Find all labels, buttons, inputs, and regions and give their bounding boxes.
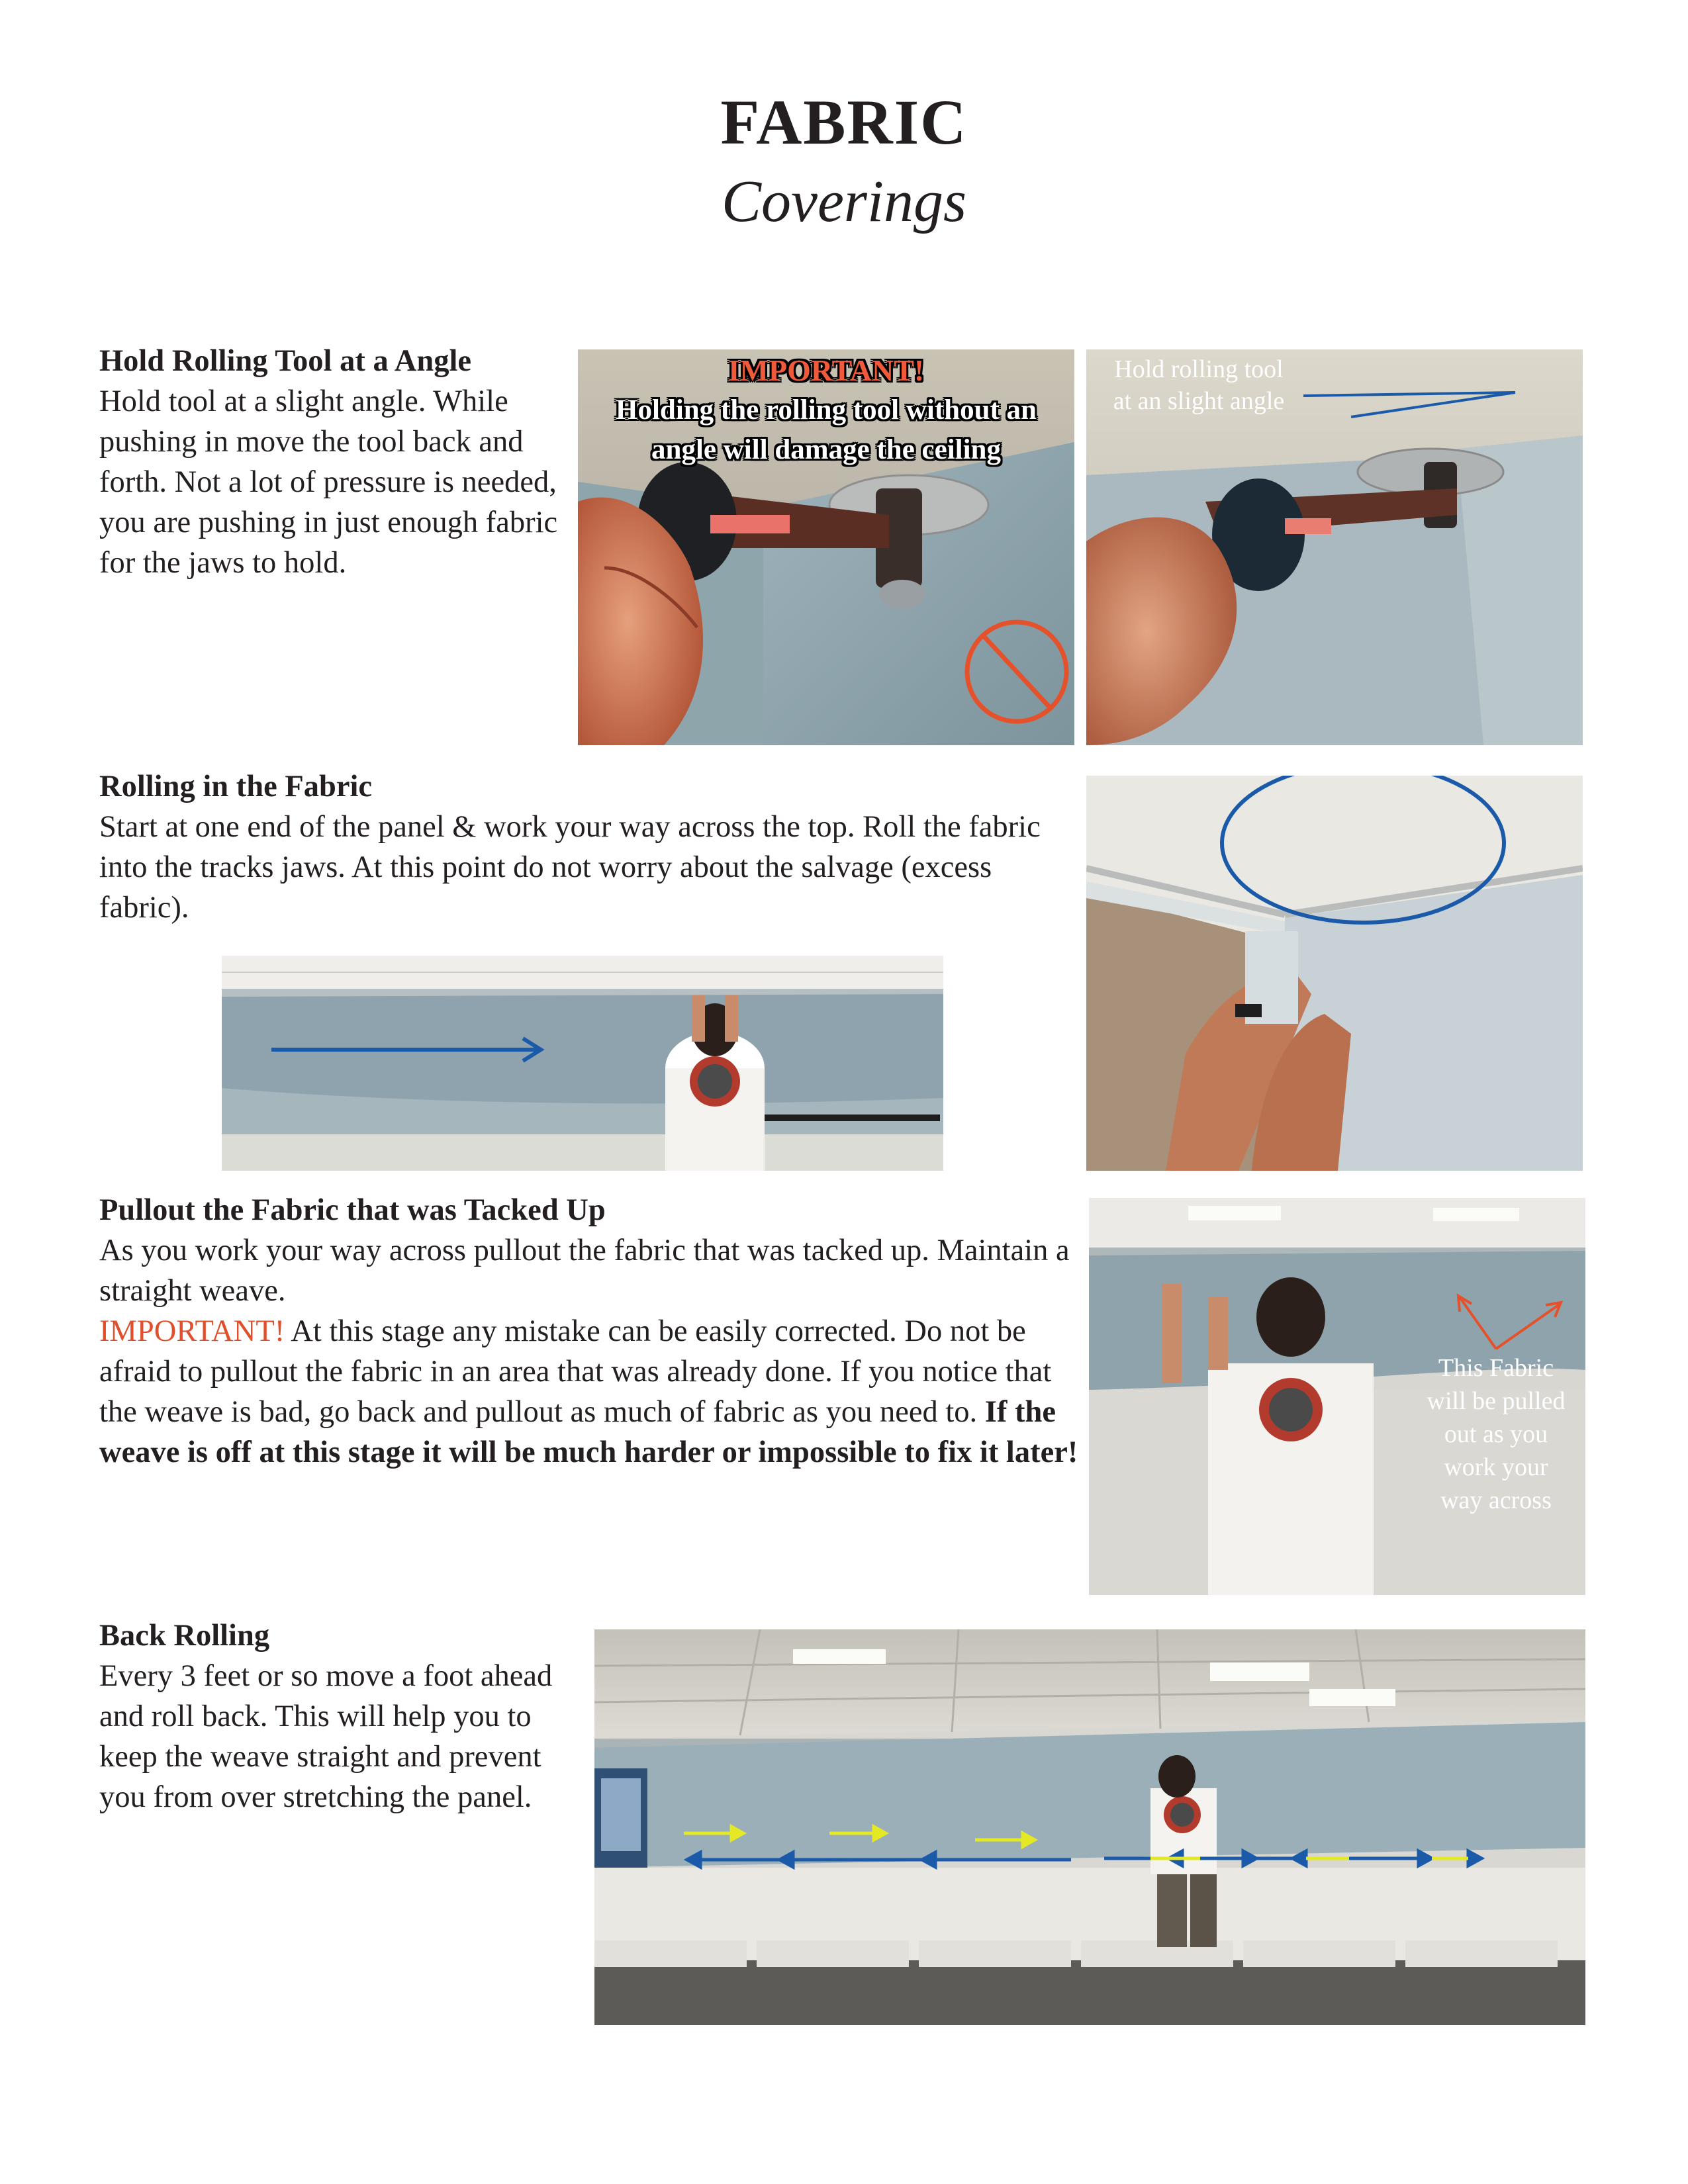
section-hold-body: Hold tool at a slight angle. While pushing in move the tool back and forth. Not a lot of pressure is needed, you are pushing in just enough fabric for the jaws to hold.: [99, 385, 558, 580]
section-back-rolling-heading: Back Rolling: [99, 1619, 270, 1653]
photo-right-angle: [1086, 349, 1583, 745]
section-hold-heading: Hold Rolling Tool at a Angle: [99, 344, 472, 378]
section-rolling: [99, 766, 1059, 928]
section-rolling-heading: Rolling in the Fabric: [99, 770, 373, 803]
section-pullout-heading: Pullout the Fabric that was Tacked Up: [99, 1193, 606, 1227]
photo-warning-line2: angle will damage the ceiling: [651, 434, 1001, 465]
photo-important-label: IMPORTANT!: [727, 353, 925, 387]
photo-pull-out-caption-line: will be pulled: [1427, 1387, 1566, 1415]
photo-pull-out-caption-line: out as you: [1444, 1420, 1548, 1448]
section-back-rolling: [99, 1615, 569, 1817]
photo-back-rolling: [594, 1629, 1585, 2025]
photo-back-rolling-image: [594, 1629, 1585, 2025]
photo-caption-line1: Hold rolling tool: [1114, 355, 1284, 383]
photo-rolling-corner: [1086, 776, 1583, 1171]
photo-wrong-angle: [578, 349, 1074, 745]
section-pullout-body2: At this stage any mistake can be easily corrected. Do not be afraid to pullout the fabric in an area that was already done. If you notice that the weave is bad, go back and pullout as much of fabric as you need to.: [99, 1314, 1052, 1429]
section-pullout-warning: If the weave is off at this stage it will be much harder or impossible to fix it later!: [99, 1395, 1078, 1469]
section-rolling-body: Start at one end of the panel & work your way across the top. Roll the fabric into the tracks jaws. At this point do not worry about the salvage (excess fabric).: [99, 810, 1041, 925]
photo-pull-out-caption: [1420, 1351, 1572, 1517]
section-pullout-important: IMPORTANT!: [99, 1314, 285, 1348]
photo-pull-out: [1089, 1198, 1585, 1595]
photo-rolling-wide-image: [222, 956, 943, 1171]
page-title: FABRIC: [720, 87, 968, 158]
page-subtitle: Coverings: [722, 169, 966, 234]
photo-rolling-corner-image: [1086, 776, 1583, 1171]
section-hold: [99, 341, 563, 583]
photo-rolling-wide: [222, 956, 943, 1171]
section-pullout: [99, 1190, 1079, 1473]
photo-pull-out-caption-line: way across: [1440, 1486, 1552, 1514]
photo-pull-out-caption-line: work your: [1444, 1453, 1548, 1481]
photo-pull-out-caption-line: This Fabric: [1438, 1354, 1554, 1382]
photo-warning-line1: Holding the rolling tool without an: [616, 394, 1037, 426]
photo-caption-line2: at an slight angle: [1113, 387, 1285, 415]
section-back-rolling-body: Every 3 feet or so move a foot ahead and roll back. This will help you to keep the weave straight and prevent you from over stretching the panel.: [99, 1659, 553, 1814]
section-pullout-body1: As you work your way across pullout the fabric that was tacked up. Maintain a straight weave.: [99, 1234, 1070, 1308]
